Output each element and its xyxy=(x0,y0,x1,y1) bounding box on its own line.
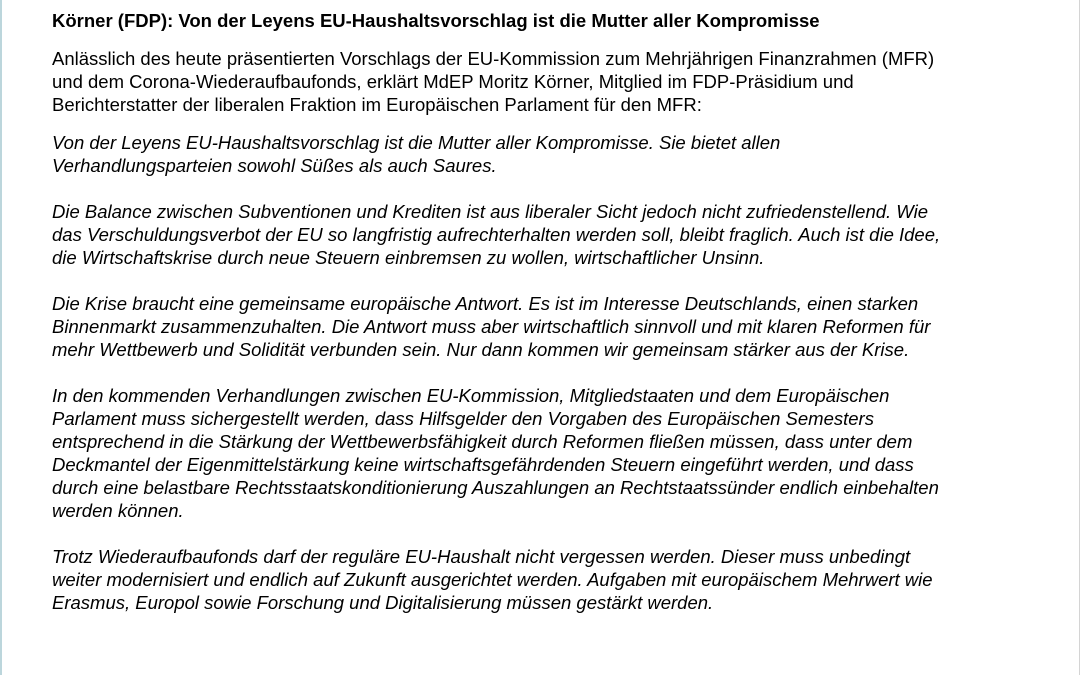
quote-line: Verhandlungsparteien sowohl Süßes als auch Saures. xyxy=(52,155,497,176)
intro-paragraph xyxy=(52,47,1062,116)
intro-line: Anlässlich des heute präsentierten Vorschlags der EU-Kommission zum Mehrjährigen Finanzrahmen (MFR) xyxy=(52,48,935,69)
quote-line: Von der Leyens EU-Haushaltsvorschlag ist die Mutter aller Kompromisse. Sie bietet allen xyxy=(52,132,781,153)
window-left-edge xyxy=(0,0,2,675)
press-release-headline: Körner (FDP): Von der Leyens EU-Haushaltsvorschlag ist die Mutter aller Kompromisse xyxy=(52,10,820,31)
quote-line: die Wirtschaftskrise durch neue Steuern einbremsen zu wollen, wirtschaftlicher Unsinn. xyxy=(52,247,765,268)
quote-line: Deckmantel der Eigenmittelstärkung keine wirtschaftsgefährdenden Steuern eingeführt werden, und dass xyxy=(52,454,914,475)
quote-paragraph-1 xyxy=(52,131,1062,177)
quote-line: Die Balance zwischen Subventionen und Krediten ist aus liberaler Sicht jedoch nicht zufriedenstellend. Wie xyxy=(52,201,929,222)
quote-line: Trotz Wiederaufbaufonds darf der reguläre EU-Haushalt nicht vergessen werden. Dieser muss unbedingt xyxy=(52,546,911,567)
quote-line: durch eine belastbare Rechtsstaatskonditionierung Auszahlungen an Rechtstaatssünder endlich einbehalten xyxy=(52,477,939,498)
quote-line: mehr Wettbewerb und Solidität verbunden sein. Nur dann kommen wir gemeinsam stärker aus der Krise. xyxy=(52,339,910,360)
quote-line: das Verschuldungsverbot der EU so langfristig aufrechterhalten werden soll, bleibt fraglich. Auch ist die Idee, xyxy=(52,224,941,245)
quote-paragraph-3 xyxy=(52,292,1062,361)
quote-line: werden können. xyxy=(52,500,184,521)
quote-line: Die Krise braucht eine gemeinsame europäische Antwort. Es ist im Interesse Deutschlands, einen starken xyxy=(52,293,919,314)
quote-line: Parlament muss sichergestellt werden, dass Hilfsgelder den Vorgaben des Europäischen Semesters xyxy=(52,408,874,429)
quote-line: entsprechend in die Stärkung der Wettbewerbsfähigkeit durch Reformen fließen müssen, dass unter dem xyxy=(52,431,913,452)
press-release xyxy=(52,9,1062,637)
intro-line: Berichterstatter der liberalen Fraktion im Europäischen Parlament für den MFR: xyxy=(52,94,702,115)
quote-paragraph-5 xyxy=(52,545,1062,614)
quote-line: Erasmus, Europol sowie Forschung und Digitalisierung müssen gestärkt werden. xyxy=(52,592,714,613)
quote-paragraph-4 xyxy=(52,384,1062,522)
quote-line: Binnenmarkt zusammenzuhalten. Die Antwort muss aber wirtschaftlich sinnvoll und mit klaren Reformen für xyxy=(52,316,931,337)
quote-line: In den kommenden Verhandlungen zwischen EU-Kommission, Mitgliedstaaten und dem Europäischen xyxy=(52,385,890,406)
intro-line: und dem Corona-Wiederaufbaufonds, erklärt MdEP Moritz Körner, Mitglied im FDP-Präsidium und xyxy=(52,71,854,92)
quote-paragraph-2 xyxy=(52,200,1062,269)
quote-line: weiter modernisiert und endlich auf Zukunft ausgerichtet werden. Aufgaben mit europäischem Mehrwert wie xyxy=(52,569,933,590)
